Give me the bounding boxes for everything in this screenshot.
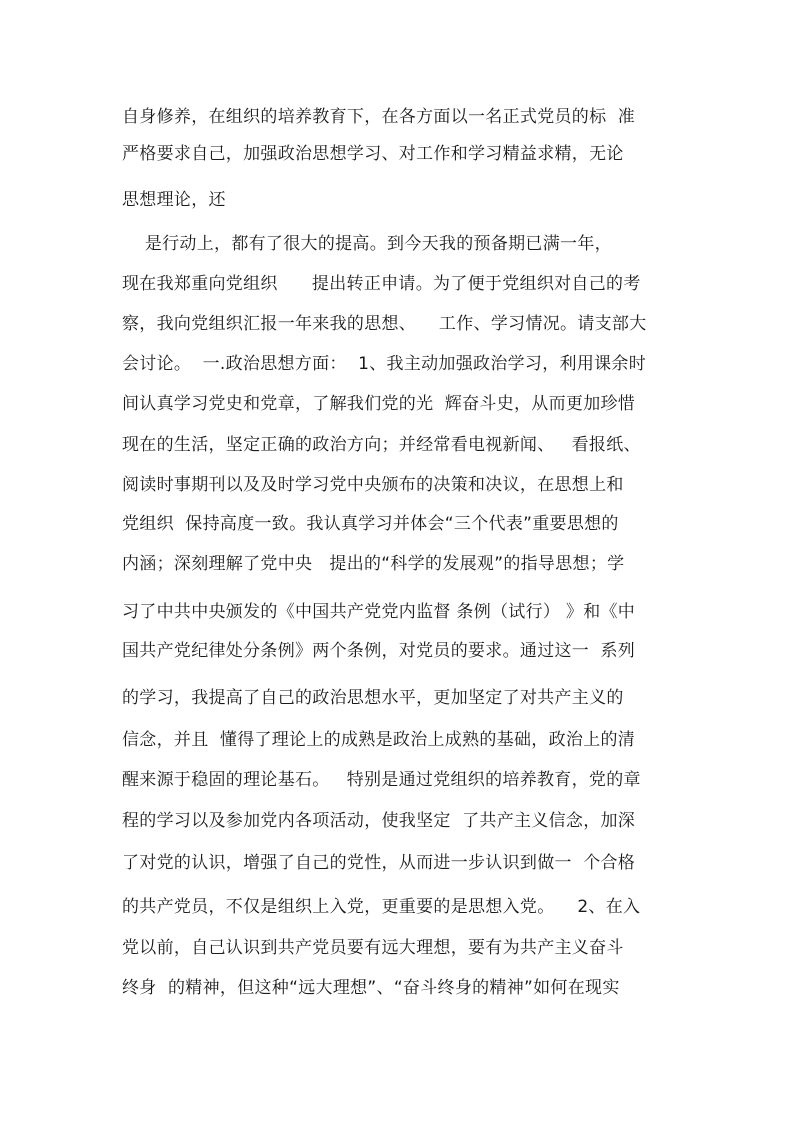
text-line: 现在的生活，坚定正确的政治方向；并经常看电视新闻、 看报纸、 <box>122 435 641 455</box>
text-line: 醒来源于稳固的理论基石。 特别是通过党组织的培养教育，党的章 <box>122 770 641 790</box>
text-line: 信念，并且 懂得了理论上的成熟是政治上成熟的基础，政治上的清 <box>122 730 636 750</box>
text-line: 的共产党员，不仅是组织上入党，更重要的是思想入党。 2、在入 <box>122 897 641 917</box>
text-line: 现在我郑重向党组织 提出转正申请。为了便于党组织对自己的考 <box>122 274 641 294</box>
text-line: 国共产党纪律处分条例》两个条例，对党员的要求。通过这一 系列 <box>122 641 636 661</box>
text-line: 了对党的认识，增强了自己的党性，从而进一步认识到做一 个合格 <box>122 853 636 873</box>
text-line: 严格要求自己，加强政治思想学习、对工作和学习精益求精，无论 <box>122 144 624 164</box>
text-line: 会讨论。 一.政治思想方面： 1、我主动加强政治学习，利用课余时 <box>122 354 647 374</box>
text-line: 党组织 保持高度一致。我认真学习并体会“三个代表”重要思想的 <box>122 514 619 534</box>
text-line: 党以前，自己认识到共产党员要有远大理想，要有为共产主义奋斗 <box>122 938 624 958</box>
text-line: 内涵；深刻理解了党中央 提出的“科学的发展观”的指导思想；学 <box>122 554 625 574</box>
text-line: 阅读时事期刊以及及时学习党中央颁布的决策和决议，在思想上和 <box>122 475 624 495</box>
text-line: 察，我向党组织汇报一年来我的思想、 工作、学习情况。请支部大 <box>122 314 647 334</box>
text-line: 的学习，我提高了自己的政治思想水平，更加坚定了对共产主义的 <box>122 688 624 708</box>
text-line: 习了中共中央颁发的《中国共产党党内监督 条例（试行） 》和《中 <box>122 602 636 622</box>
text-line: 是行动上，都有了很大的提高。到今天我的预备期已满一年， <box>122 234 612 254</box>
text-line: 程的学习以及参加党内各项活动，使我坚定 了共产主义信念，加深 <box>122 811 636 831</box>
text-line: 思想理论，还 <box>122 190 226 210</box>
text-line: 自身修养，在组织的培养教育下，在各方面以一名正式党员的标 准 <box>122 107 636 127</box>
text-line: 间认真学习党史和党章，了解我们党的光 辉奋斗史，从而更加珍惜 <box>122 394 636 414</box>
text-line: 终身 的精神，但这种“远大理想”、“奋斗终身的精神”如何在现实 <box>122 978 620 998</box>
